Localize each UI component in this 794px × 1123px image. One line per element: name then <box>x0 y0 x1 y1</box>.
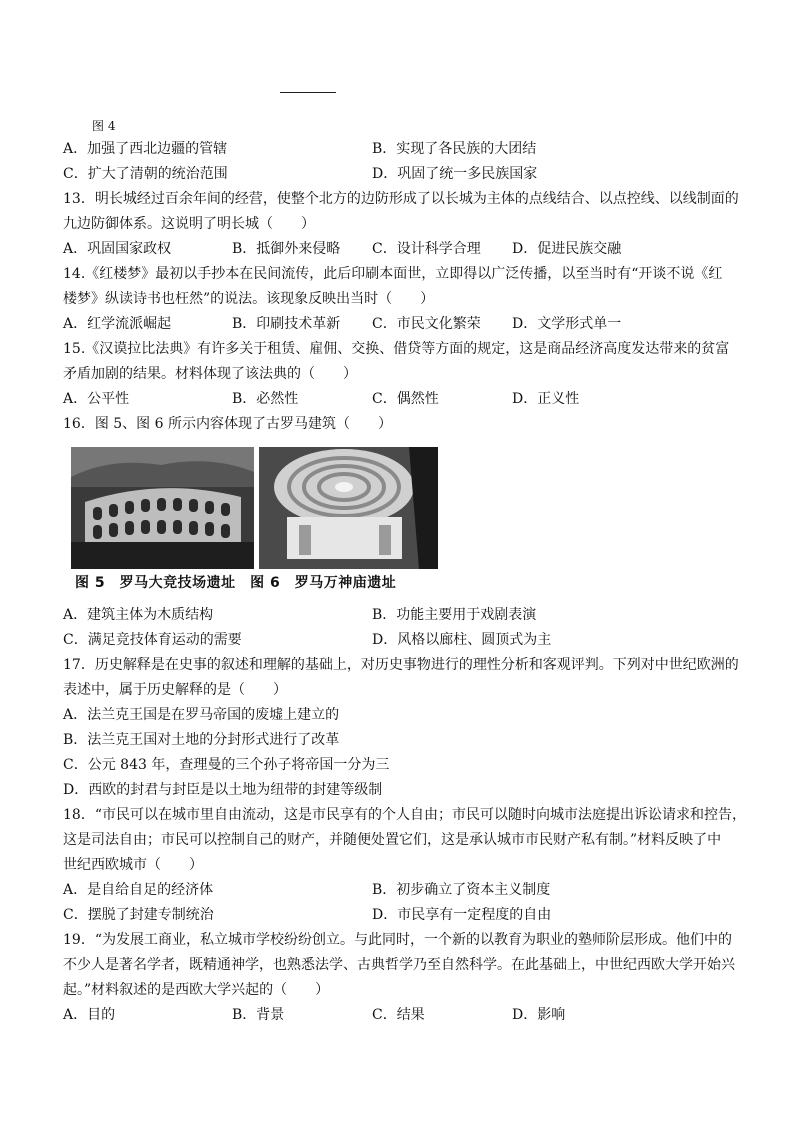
q18-stem-line-3: 世纪西欧城市（ ） <box>63 857 203 873</box>
figure-5-6-photos <box>71 447 438 569</box>
q17-option-c[interactable]: C．公元 843 年，查理曼的三个孙子将帝国一分为三 <box>63 757 390 773</box>
q16-option-c[interactable]: C．满足竞技体育运动的需要 <box>63 632 242 648</box>
q19-stem-line-2: 不少人是著名学者，既精通神学，也熟悉法学、古典哲学乃至自然科学。在此基础上，中世纪西欧大学开始兴 <box>63 957 735 973</box>
q16-stem: 16．图 5、图 6 所示内容体现了古罗马建筑（ ） <box>63 416 392 432</box>
q19-stem-line-3: 起。”材料叙述的是西欧大学兴起的（ ） <box>63 982 330 998</box>
q14-option-b[interactable]: B．印刷技术革新 <box>232 316 341 332</box>
q18-stem-line-2: 这是司法自由；市民可以控制自己的财产，并随便处置它们，这是承认城市市民财产私有制。”材料反映了中 <box>63 832 722 848</box>
figure-5-6-caption: 图 5 罗马大竞技场遗址 图 6 罗马万神庙遗址 <box>75 575 397 591</box>
q17-option-a[interactable]: A．法兰克王国是在罗马帝国的废墟上建立的 <box>63 707 340 723</box>
q15-option-b[interactable]: B．必然性 <box>232 391 299 407</box>
q19-option-a[interactable]: A．目的 <box>63 1007 116 1023</box>
q14-stem-line-1: 14.《红楼梦》最初以手抄本在民间流传，此后印刷本面世，立即得以广泛传播，以至当时有“开谈不说《红 <box>63 266 723 282</box>
q15-option-a[interactable]: A．公平性 <box>63 391 130 407</box>
q12-option-b[interactable]: B．实现了各民族的大团结 <box>372 141 537 157</box>
q16-option-d[interactable]: D．风格以廊柱、圆顶式为主 <box>372 632 552 648</box>
answer-blank-line <box>280 92 336 93</box>
q18-option-a[interactable]: A．是自给自足的经济体 <box>63 882 214 898</box>
q15-option-c[interactable]: C．偶然性 <box>372 391 439 407</box>
q19-option-b[interactable]: B．背景 <box>232 1007 285 1023</box>
q12-option-c[interactable]: C．扩大了清朝的统治范围 <box>63 166 228 182</box>
q15-stem-line-2: 矛盾加剧的结果。材料体现了该法典的（ ） <box>63 366 357 382</box>
q18-option-d[interactable]: D．市民享有一定程度的自由 <box>372 907 552 923</box>
q13-option-c[interactable]: C．设计科学合理 <box>372 241 481 257</box>
q18-option-b[interactable]: B．初步确立了资本主义制度 <box>372 882 551 898</box>
q14-stem-line-2: 楼梦》纵读诗书也枉然”的说法。该现象反映出当时（ ） <box>63 291 435 307</box>
q19-stem-line-1: 19．“为发展工商业，私立城市学校纷纷创立。与此同时，一个新的以教育为职业的塾师阶层形成。他们中的 <box>63 932 732 948</box>
q18-option-c[interactable]: C．摆脱了封建专制统治 <box>63 907 214 923</box>
q13-stem-line-1: 13．明长城经过百余年间的经营，使整个北方的边防形成了以长城为主体的点线结合、以点控线、以线制面的 <box>63 191 739 207</box>
q14-option-c[interactable]: C．市民文化繁荣 <box>372 316 481 332</box>
q19-option-c[interactable]: C．结果 <box>372 1007 425 1023</box>
q19-option-d[interactable]: D．影响 <box>512 1007 566 1023</box>
q12-option-d[interactable]: D．巩固了统一多民族国家 <box>372 166 538 182</box>
q18-stem-line-1: 18．“市民可以在城市里自由流动，这是市民享有的个人自由；市民可以随时向城市法庭提出诉讼请求和控告， <box>63 807 746 823</box>
q15-option-d[interactable]: D．正义性 <box>512 391 580 407</box>
q17-option-b[interactable]: B．法兰克王国对土地的分封形式进行了改革 <box>63 732 340 748</box>
q17-stem-line-2: 表述中，属于历史解释的是（ ） <box>63 682 287 698</box>
q16-option-b[interactable]: B．功能主要用于戏剧表演 <box>372 607 537 623</box>
q17-stem-line-1: 17．历史解释是在史事的叙述和理解的基础上，对历史事物进行的理性分析和客观评判。下列对中世纪欧洲的 <box>63 657 739 673</box>
q13-option-a[interactable]: A．巩固国家政权 <box>63 241 172 257</box>
q14-option-d[interactable]: D．文学形式单一 <box>512 316 622 332</box>
q12-option-a[interactable]: A．加强了西北边疆的管辖 <box>63 141 228 157</box>
q13-stem-line-2: 九边防御体系。这说明了明长城（ ） <box>63 216 315 232</box>
q14-option-a[interactable]: A．红学流派崛起 <box>63 316 172 332</box>
q13-option-d[interactable]: D．促进民族交融 <box>512 241 622 257</box>
q17-option-d[interactable]: D．西欧的封君与封臣是以土地为纽带的封建等级制 <box>63 782 383 798</box>
pantheon-photo <box>259 447 438 569</box>
colosseum-photo <box>71 447 254 569</box>
q16-option-a[interactable]: A．建筑主体为木质结构 <box>63 607 214 623</box>
q13-option-b[interactable]: B．抵御外来侵略 <box>232 241 341 257</box>
q15-stem-line-1: 15.《汉谟拉比法典》有许多关于租赁、雇佣、交换、借贷等方面的规定，这是商品经济高度发达带来的贫富 <box>63 341 730 357</box>
figure-4-label: 图 4 <box>92 119 116 133</box>
